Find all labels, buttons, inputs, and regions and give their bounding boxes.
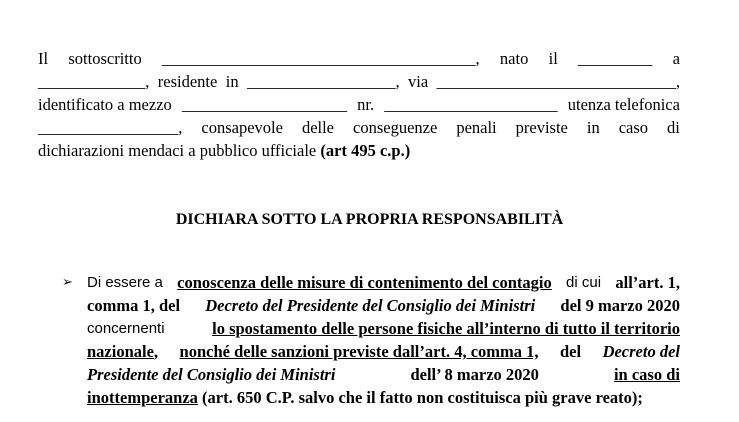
text: di cui bbox=[566, 274, 602, 291]
form-line-1 bbox=[38, 48, 680, 70]
bullet-line-5 bbox=[87, 364, 680, 386]
form-line-2 bbox=[38, 71, 680, 93]
text: nr. bbox=[357, 95, 375, 114]
text: comma 1, del bbox=[87, 296, 181, 315]
emphasis: all’art. 1, bbox=[615, 273, 680, 292]
form-line-4 bbox=[38, 117, 680, 139]
text: conseguenze bbox=[353, 118, 438, 137]
residence-blank: __________________, bbox=[247, 72, 400, 91]
emphasis: conoscenza delle misure di contenimento del contagio bbox=[177, 273, 552, 292]
text: identificato a mezzo bbox=[38, 95, 172, 114]
text: Il bbox=[38, 49, 49, 68]
text: nato bbox=[499, 49, 529, 68]
form-line-5 bbox=[38, 140, 680, 162]
text: a bbox=[672, 49, 680, 68]
text: il bbox=[548, 49, 558, 68]
document-blank: ____________________ bbox=[181, 95, 347, 114]
text: residente bbox=[157, 72, 218, 91]
text: previste bbox=[515, 118, 568, 137]
text: delle bbox=[301, 118, 335, 137]
bullet-line-1 bbox=[87, 272, 680, 294]
text: in bbox=[586, 118, 600, 137]
legal-reference: (art 495 c.p.) bbox=[320, 141, 411, 160]
emphasis: lo spostamento delle persone fisiche all’interno di tutto il territorio bbox=[212, 319, 680, 338]
text: consapevole bbox=[201, 118, 283, 137]
text: Di essere a bbox=[87, 274, 163, 291]
bullet-line-3 bbox=[87, 318, 680, 340]
text: del bbox=[560, 342, 582, 361]
birthplace-blank: _____________, bbox=[38, 72, 150, 91]
text: caso bbox=[618, 118, 649, 137]
text: dell’ 8 marzo 2020 bbox=[410, 365, 539, 384]
birthdate-blank: _________ bbox=[578, 49, 653, 68]
decree-title: Decreto del bbox=[602, 342, 680, 361]
emphasis: nonché delle sanzioni previste dall’art. 4, comma 1, bbox=[179, 342, 539, 361]
street-blank: _____________________________, bbox=[436, 72, 680, 91]
text: dichiarazioni mendaci a pubblico ufficiale bbox=[38, 141, 317, 160]
text: in bbox=[225, 72, 239, 91]
bullet-line-6 bbox=[87, 387, 680, 409]
text: , bbox=[153, 342, 159, 361]
emphasis: nazionale bbox=[87, 342, 154, 361]
text: del 9 marzo 2020 bbox=[560, 296, 680, 315]
bullet-line-4 bbox=[87, 341, 680, 363]
text: via bbox=[408, 72, 429, 91]
text: concernenti bbox=[87, 320, 165, 337]
name-blank: ______________________________________, bbox=[162, 49, 480, 68]
emphasis: inottemperanza bbox=[87, 388, 198, 407]
text: utenza telefonica bbox=[567, 95, 680, 114]
text: di bbox=[667, 118, 680, 137]
number-blank: _____________________ bbox=[384, 95, 558, 114]
bullet-line-2 bbox=[87, 295, 680, 317]
emphasis: in caso di bbox=[613, 365, 680, 384]
decree-title: Decreto del Presidente del Consiglio dei Ministri bbox=[205, 296, 536, 315]
text: penali bbox=[456, 118, 497, 137]
text: (art. 650 C.P. salvo che il fatto non costituisca più grave reato); bbox=[202, 388, 643, 407]
form-line-3 bbox=[38, 94, 680, 116]
text: sottoscritto bbox=[68, 49, 142, 68]
declaration-heading: DICHIARA SOTTO LA PROPRIA RESPONSABILITÀ bbox=[175, 211, 564, 228]
decree-title: Presidente del Consiglio dei Ministri bbox=[87, 365, 336, 384]
arrow-bullet-icon: ➢ bbox=[62, 275, 73, 290]
phone-blank: _________________, bbox=[38, 118, 183, 137]
